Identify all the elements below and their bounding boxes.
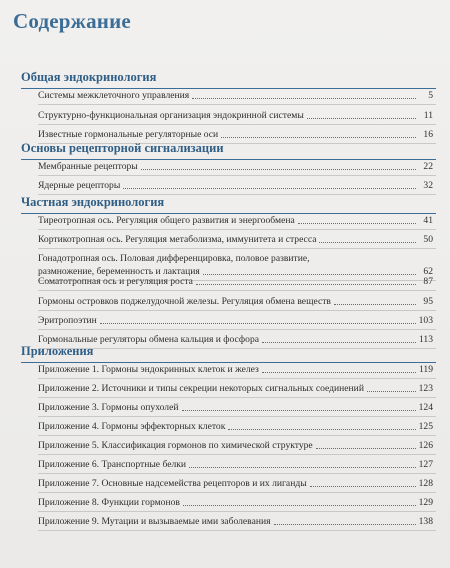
dot-leader	[310, 486, 416, 487]
toc-entry-page: 129	[418, 497, 433, 508]
toc-entry[interactable]	[38, 314, 433, 327]
dot-leader	[228, 429, 415, 430]
dot-leader	[298, 223, 416, 224]
toc-entry-page: 11	[423, 110, 433, 121]
toc-entry-title: Мембранные рецепторы	[38, 161, 138, 172]
dot-leader	[221, 137, 416, 138]
toc-entry[interactable]	[38, 477, 433, 490]
dot-leader	[192, 98, 416, 99]
dot-leader	[196, 284, 416, 285]
toc-entry-title: Тиреотропная ось. Регуляция общего развития и энергообмена	[38, 215, 295, 226]
dot-leader	[189, 467, 416, 468]
page-title: Содержание	[13, 9, 131, 33]
toc-entry[interactable]	[38, 233, 433, 246]
dot-leader	[367, 391, 416, 392]
toc-entry-title: Приложение 3. Гормоны опухолей	[38, 402, 179, 413]
toc-entry-title: Приложение 4. Гормоны эффекторных клеток	[38, 421, 226, 432]
dot-leader	[334, 304, 416, 305]
toc-entry-page: 124	[418, 402, 433, 413]
entry-divider	[38, 435, 436, 436]
entry-divider	[38, 530, 436, 531]
toc-entry-page: 5	[428, 90, 433, 101]
toc-entry-title: Кортикотропная ось. Регуляция метаболизма, иммунитета и стресса	[38, 234, 317, 245]
toc-entry-title: Приложение 2. Источники и типы секреции некоторых сигнальных соединений	[38, 383, 364, 394]
toc-entry-title: Приложение 7. Основные надсемейства рецепторов и их лиганды	[38, 478, 307, 489]
toc-entry-title: Известные гормональные регуляторные оси	[38, 129, 219, 140]
entry-divider	[38, 104, 436, 105]
toc-entry[interactable]	[38, 420, 433, 433]
toc-entry-title: Структурно-функциональная организация эндокринной системы	[38, 110, 304, 121]
dot-leader	[183, 505, 416, 506]
toc-entry-page: 128	[418, 478, 433, 489]
toc-entry-title: Приложение 8. Функции гормонов	[38, 497, 180, 508]
toc-entry[interactable]	[38, 179, 433, 192]
dot-leader	[262, 342, 416, 343]
entry-divider	[38, 511, 436, 512]
toc-entry-page: 32	[423, 180, 433, 191]
toc-entry-title: Гормоны островков поджелудочной железы. Регуляция обмена веществ	[38, 296, 331, 307]
dot-leader	[182, 410, 416, 411]
toc-entry[interactable]	[38, 458, 433, 471]
section-heading: Приложения	[21, 344, 436, 363]
entry-divider	[38, 175, 436, 176]
toc-entry-page: 50	[423, 234, 433, 245]
toc-entry-page: 123	[418, 383, 433, 394]
dot-leader	[123, 188, 416, 189]
toc-entry[interactable]	[38, 109, 433, 122]
toc-entry[interactable]	[38, 515, 433, 528]
entry-divider	[38, 124, 436, 125]
entry-divider	[38, 473, 436, 474]
toc-entry-page: 62	[423, 266, 433, 277]
dot-leader	[274, 524, 416, 525]
toc-entry-page: 87	[423, 276, 433, 287]
toc-entry[interactable]	[38, 89, 433, 102]
toc-entry[interactable]	[38, 496, 433, 509]
toc-entry[interactable]	[38, 363, 433, 376]
toc-entry[interactable]	[38, 160, 433, 173]
entry-divider	[38, 248, 436, 249]
toc-entry-page: 126	[418, 440, 433, 451]
toc-entry-page: 127	[418, 459, 433, 470]
section-heading: Основы рецепторной сигнализации	[21, 141, 436, 160]
entry-divider	[38, 492, 436, 493]
toc-entry-page: 103	[418, 315, 433, 326]
entry-divider	[38, 378, 436, 379]
toc-entry-title: Приложение 6. Транспортные белки	[38, 459, 187, 470]
toc-entry-page: 125	[418, 421, 433, 432]
toc-entry-page: 138	[418, 516, 433, 527]
dot-leader	[262, 372, 416, 373]
toc-entry-title: Ядерные рецепторы	[38, 180, 121, 191]
dot-leader	[141, 169, 416, 170]
toc-entry-title: Приложение 1. Гормоны эндокринных клеток и желез	[38, 364, 259, 375]
entry-divider	[38, 290, 436, 291]
toc-entry-title: Гонадотропная ось. Половая дифференцировка, половое развитие,	[38, 253, 310, 264]
toc-entry-title: Приложение 9. Мутации и вызываемые ими заболевания	[38, 516, 271, 527]
toc-entry-title: Гормональные регуляторы обмена кальция и фосфора	[38, 334, 259, 345]
dot-leader	[316, 448, 416, 449]
toc-entry[interactable]	[38, 128, 433, 141]
toc-entry-page: 113	[418, 334, 433, 345]
toc-entry-page: 119	[418, 364, 433, 375]
toc-entry-title-continued: размножение, беременность и лактация	[38, 266, 200, 277]
section-heading: Общая эндокринология	[21, 70, 436, 89]
toc-entry[interactable]	[38, 214, 433, 227]
toc-entry-page: 16	[423, 129, 433, 140]
toc-entry[interactable]	[38, 275, 433, 288]
toc-entry-page: 41	[423, 215, 433, 226]
toc-entry-title: Системы межклеточного управления	[38, 90, 190, 101]
entry-divider	[38, 310, 436, 311]
toc-entry-title: Приложение 5. Классификация гормонов по химической структуре	[38, 440, 313, 451]
entry-divider	[38, 397, 436, 398]
entry-divider	[38, 454, 436, 455]
dot-leader	[100, 323, 416, 324]
entry-divider	[38, 329, 436, 330]
toc-entry[interactable]	[38, 401, 433, 414]
entry-divider	[38, 416, 436, 417]
toc-entry-page: 22	[423, 161, 433, 172]
toc-entry[interactable]	[38, 439, 433, 452]
toc-entry[interactable]	[38, 295, 433, 308]
toc-entry[interactable]	[38, 382, 433, 395]
toc-entry-page: 95	[423, 296, 433, 307]
dot-leader	[319, 242, 416, 243]
section-heading: Частная эндокринология	[21, 195, 436, 214]
dot-leader	[307, 118, 416, 119]
entry-divider	[38, 229, 436, 230]
toc-entry-title: Соматотропная ось и регуляция роста	[38, 276, 193, 287]
toc-entry-title: Эритропоэтин	[38, 315, 97, 326]
